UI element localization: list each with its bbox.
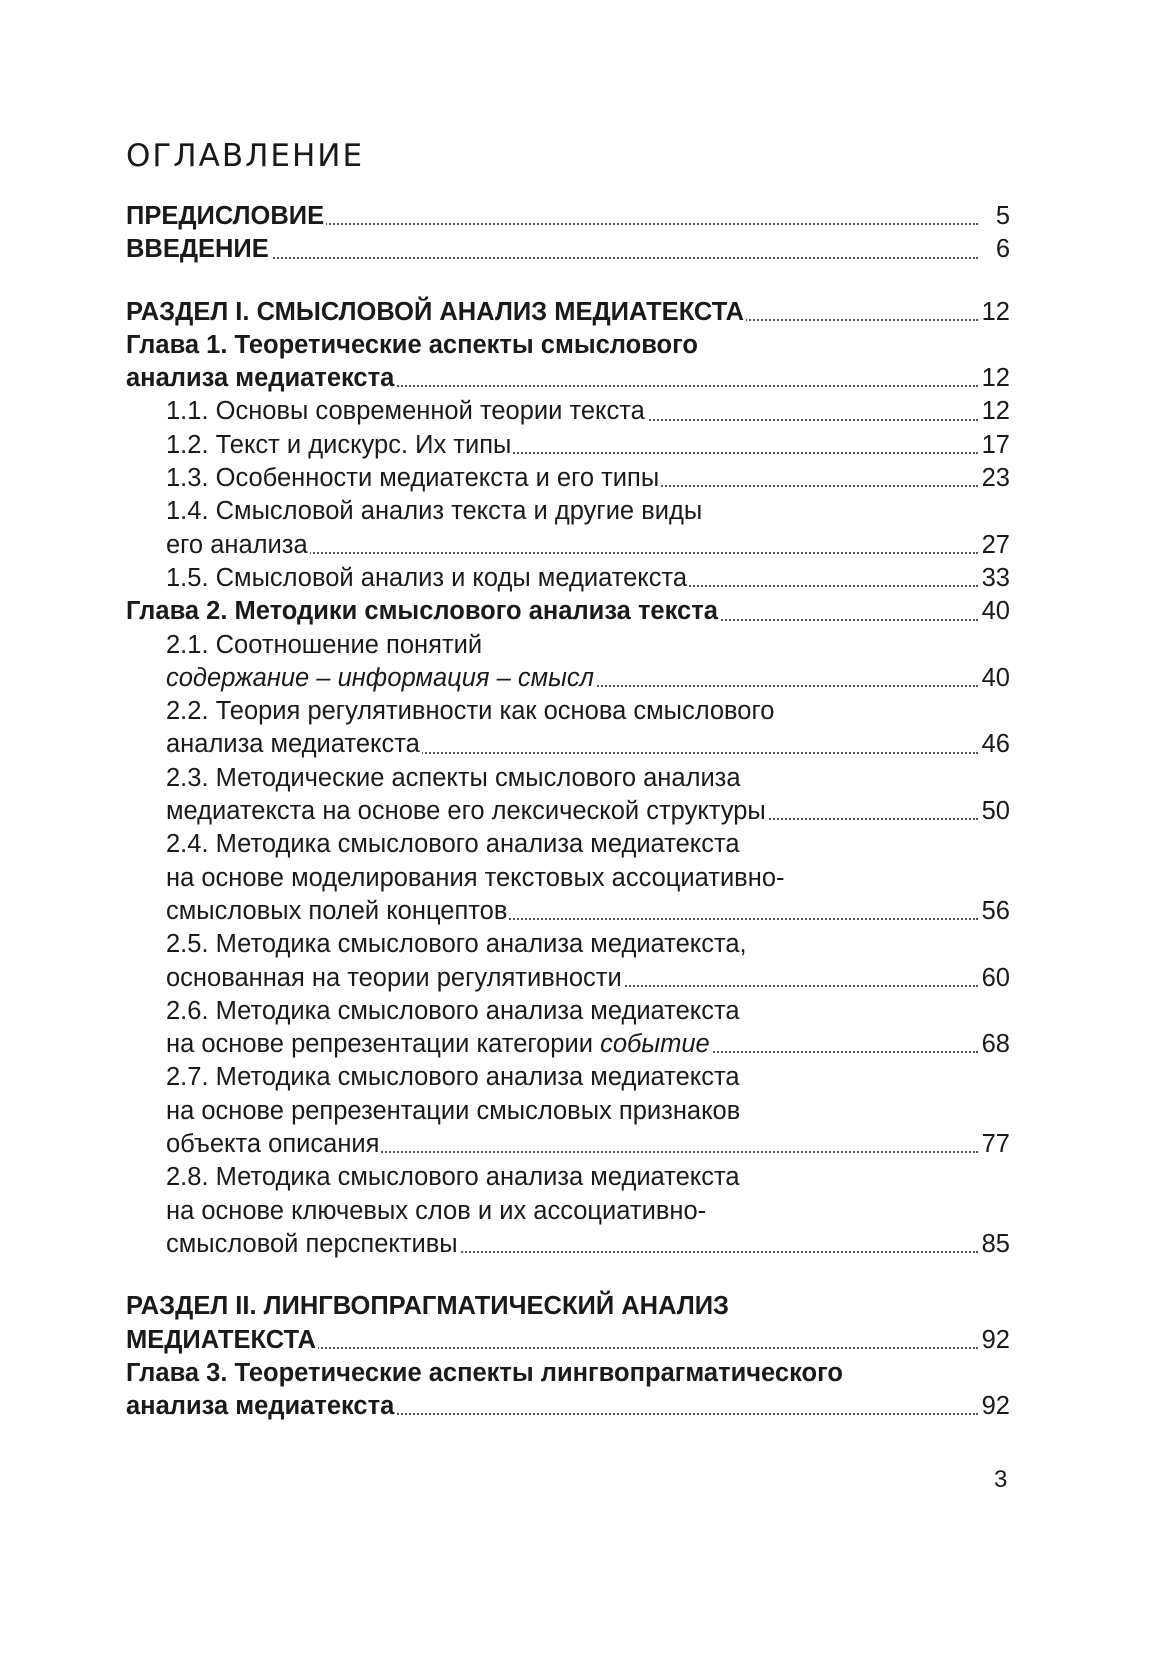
toc-entry: [126, 1095, 1010, 1128]
toc-entry: [126, 1324, 1010, 1357]
toc-entry-title: РАЗДЕЛ II. ЛИНГВОПРАГМАТИЧЕСКИЙ АНАЛИЗ: [126, 1290, 731, 1323]
toc-entry-title: Глава 2. Методики смыслового анализа текста: [126, 595, 720, 628]
toc-page-number: 27: [979, 529, 1010, 562]
toc-entry-title: медиатекста на основе его лексической структуры: [166, 795, 768, 828]
toc-entry: [126, 562, 1010, 595]
toc-entry: [126, 695, 1010, 728]
toc-entry-title: 2.2. Теория регулятивности как основа смыслового: [166, 695, 776, 728]
toc-entry: [126, 233, 1010, 266]
toc-entry-title: 2.3. Методические аспекты смыслового анализа: [166, 762, 743, 795]
toc-page-number: 68: [979, 1028, 1010, 1061]
toc-entry-title: содержание – информация – смысл: [166, 662, 596, 695]
toc-page-number: 12: [979, 395, 1010, 428]
toc-entry: [126, 828, 1010, 861]
toc-entry: [126, 995, 1010, 1028]
toc-entry: [126, 762, 1010, 795]
toc-entry-title: 1.3. Особенности медиатекста и его типы: [166, 462, 661, 495]
toc-entry-title: 2.6. Методика смыслового анализа медиатекста: [166, 995, 742, 1028]
toc-page-number: 12: [979, 296, 1010, 329]
toc-entry: [126, 595, 1010, 628]
toc-entry: [126, 1128, 1010, 1161]
toc-entry-title: анализа медиатекста: [126, 1390, 396, 1423]
toc-entry: [126, 629, 1010, 662]
toc-entry: [126, 462, 1010, 495]
toc-entry-title: анализа медиатекста: [166, 728, 422, 761]
toc-entry: [126, 1061, 1010, 1094]
toc-page-number: 92: [979, 1324, 1010, 1357]
toc-page-number: 23: [979, 462, 1010, 495]
toc-entry: [126, 795, 1010, 828]
toc-entry: [126, 1390, 1010, 1423]
toc-entry-title: ВВЕДЕНИЕ: [126, 233, 271, 266]
toc-page-number: 60: [979, 962, 1010, 995]
toc-page-number: 17: [979, 429, 1010, 462]
toc-entry-title: 2.1. Соотношение понятий: [166, 629, 484, 662]
toc-entry: [126, 1228, 1010, 1261]
toc-entry-title: объекта описания: [166, 1128, 381, 1161]
toc-entry-title: ПРЕДИСЛОВИЕ: [126, 200, 326, 233]
toc-entry-title: на основе репрезентации категории событие: [166, 1028, 712, 1061]
toc-page-number: 77: [979, 1128, 1010, 1161]
toc-page-number: 5: [993, 200, 1010, 233]
toc-entry: [126, 662, 1010, 695]
toc-entry-title: 1.5. Смысловой анализ и коды медиатекста: [166, 562, 689, 595]
toc-entry-title: анализа медиатекста: [126, 362, 396, 395]
toc-entry: [126, 1161, 1010, 1194]
toc-entry: [126, 429, 1010, 462]
toc-entry: [126, 1357, 1010, 1390]
toc-entry-title: 1.2. Текст и дискурс. Их типы: [166, 429, 513, 462]
toc-page-number: 85: [979, 1228, 1010, 1261]
toc-entry: [126, 395, 1010, 428]
table-of-contents: [126, 200, 1010, 1423]
page-title: ОГЛАВЛЕНИЕ: [126, 138, 365, 174]
toc-entry: [126, 928, 1010, 961]
toc-entry-title: Глава 1. Теоретические аспекты смыслового: [126, 329, 700, 362]
toc-page-number: 50: [979, 795, 1010, 828]
toc-entry: [126, 200, 1010, 233]
toc-entry: [126, 329, 1010, 362]
toc-entry-title: 2.8. Методика смыслового анализа медиатекста: [166, 1161, 742, 1194]
toc-page-number: 56: [979, 895, 1010, 928]
toc-entry-title: 2.4. Методика смыслового анализа медиатекста: [166, 828, 742, 861]
toc-entry-title: 2.5. Методика смыслового анализа медиатекста,: [166, 928, 749, 961]
toc-page-number: 40: [979, 662, 1010, 695]
page-number: 3: [994, 1466, 1008, 1493]
toc-entry-title: на основе моделирования текстовых ассоциативно-: [166, 862, 787, 895]
toc-page-number: 46: [979, 728, 1010, 761]
toc-entry-title: Глава 3. Теоретические аспекты лингвопрагматического: [126, 1357, 845, 1390]
toc-entry-title: на основе ключевых слов и их ассоциативно-: [166, 1195, 708, 1228]
toc-entry-title: МЕДИАТЕКСТА: [126, 1324, 318, 1357]
toc-page-number: 40: [979, 595, 1010, 628]
toc-entry: [126, 362, 1010, 395]
toc-entry: [126, 529, 1010, 562]
toc-entry: [126, 895, 1010, 928]
toc-entry: [126, 728, 1010, 761]
toc-entry-title: РАЗДЕЛ I. СМЫСЛОВОЙ АНАЛИЗ МЕДИАТЕКСТА: [126, 296, 746, 329]
toc-entry: [126, 495, 1010, 528]
toc-entry: [126, 296, 1010, 329]
toc-entry: [126, 1195, 1010, 1228]
toc-entry: [126, 1028, 1010, 1061]
toc-entry: [126, 962, 1010, 995]
toc-entry-title: на основе репрезентации смысловых признаков: [166, 1095, 742, 1128]
toc-entry-title: 1.4. Смысловой анализ текста и другие виды: [166, 495, 704, 528]
toc-entry-title: смысловой перспективы: [166, 1228, 460, 1261]
toc-entry-title: смысловых полей концептов: [166, 895, 509, 928]
toc-page-number: 12: [979, 362, 1010, 395]
toc-entry: [126, 1290, 1010, 1323]
toc-page-number: 6: [993, 233, 1010, 266]
toc-entry: [126, 862, 1010, 895]
toc-entry-title: его анализа: [166, 529, 310, 562]
toc-page-number: 92: [979, 1390, 1010, 1423]
toc-entry-title: основанная на теории регулятивности: [166, 962, 624, 995]
toc-entry-title: 1.1. Основы современной теории текста: [166, 395, 647, 428]
toc-entry-title: 2.7. Методика смыслового анализа медиатекста: [166, 1061, 742, 1094]
toc-page-number: 33: [979, 562, 1010, 595]
